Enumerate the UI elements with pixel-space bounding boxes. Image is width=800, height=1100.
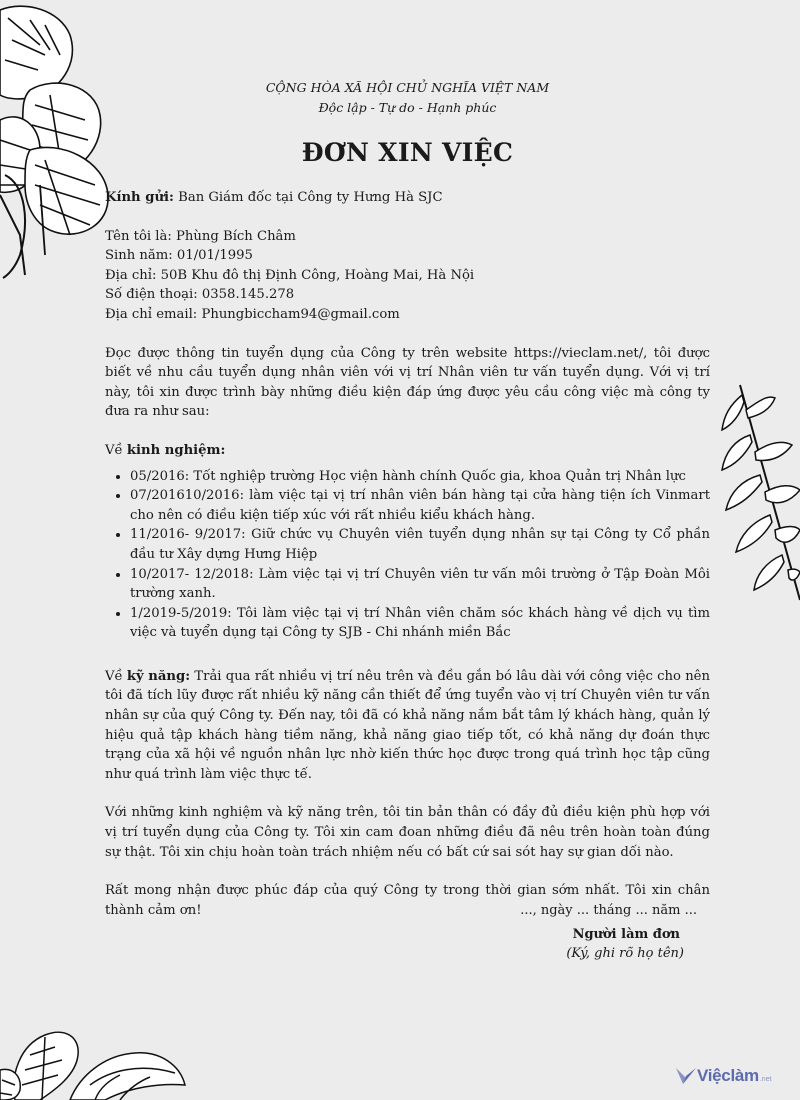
list-item: • 07/201610/2016: làm việc tại vị trí nhân viên bán hàng tại cửa hàng tiện ích Vinmart cho nên có điều kiện tiếp xúc với rất nhiều kiểu khách hàng. — [130, 486, 710, 525]
logo-text: Việclàm — [697, 1066, 759, 1085]
letter-content — [105, 78, 710, 920]
applicant-phone: Số điện thoại: 0358.145.278 — [105, 287, 295, 303]
vieclam-logo-icon — [675, 1066, 697, 1086]
experience-heading: Về kinh nghiệm: — [105, 442, 226, 458]
list-item: • 1/2019-5/2019: Tôi làm việc tại vị trí Nhân viên chăm sóc khách hàng về dịch vụ tìm việc và tuyển dụng tại Công ty SJB - Chi nhánh miền Bắc — [130, 604, 710, 643]
applicant-email: Địa chỉ email: Phungbiccham94@gmail.com — [105, 306, 400, 322]
signature-note: (Ký, ghi rõ họ tên) — [566, 946, 684, 961]
monstera-leaf-top-left — [0, 0, 115, 280]
fern-leaf-right — [720, 380, 800, 610]
list-item: • 05/2016: Tốt nghiệp trường Học viện hành chính Quốc gia, khoa Quản trị Nhân lực — [130, 467, 710, 487]
signature-signer: Người làm đơn — [572, 927, 680, 942]
signature-block — [105, 901, 710, 963]
list-item: • 11/2016- 9/2017: Giữ chức vụ Chuyên viên tuyển dụng nhân sự tại Công ty Cổ phần đầu tư Xây dựng Hưng Hiệp — [130, 525, 710, 564]
national-motto: Độc lập - Tự do - Hạnh phúc — [318, 100, 497, 115]
national-header: CỘNG HÒA XÃ HỘI CHỦ NGHĨA VIỆT NAM — [265, 80, 550, 95]
logo-suffix: .net — [759, 1076, 772, 1083]
intro-paragraph: Đọc được thông tin tuyển dụng của Công ty trên website https://vieclam.net/, tôi được biết về nhu cầu tuyển dụng nhân viên với vị trí Nhân viên tư vấn tuyển dụng. Với vị trí này, tôi xin được trình bày những điều kiện đáp ứng được yêu cầu công việc mà công ty đưa ra như sau: — [105, 345, 710, 420]
vieclam-logo — [675, 1064, 772, 1088]
tropical-leaves-bottom-left — [0, 1025, 190, 1100]
commitment-paragraph: Với những kinh nghiệm và kỹ năng trên, tôi tin bản thân có đầy đủ điều kiện phù hợp với vị trí tuyển dụng của Công ty. Tôi xin cam đoan những điều đã nêu trên hoàn toàn đúng sự thật. Tôi xin chịu hoàn toàn trách nhiệm nếu có bất cứ sai sót hay sự gian dối nào. — [105, 805, 710, 860]
recipient-line — [105, 188, 710, 208]
recipient-value: Ban Giám đốc tại Công ty Hưng Hà SJC — [178, 190, 443, 205]
closing-paragraph: Rất mong nhận được phúc đáp của quý Công ty trong thời gian sớm nhất. Tôi xin chân thành cảm ơn! — [105, 883, 710, 918]
applicant-name: Tên tôi là: Phùng Bích Châm — [105, 228, 296, 244]
applicant-address: Địa chỉ: 50B Khu đô thị Định Công, Hoàng Mai, Hà Nội — [105, 267, 475, 283]
experience-list — [105, 467, 710, 643]
recipient-label: Kính gửi: — [105, 190, 174, 205]
skills-paragraph: Về kỹ năng: Trải qua rất nhiều vị trí nêu trên và đều gắn bó lâu dài với công việc cho nên tôi đã tích lũy được rất nhiều kỹ năng cần thiết để ứng tuyển vào vị trí Chuyên viên tư vấn nhân sự của quý Công ty. Đến nay, tôi đã có khả năng nắm bắt tâm lý khách hàng, quản lý hiệu quả tập khách hàng tiềm năng, khả năng giao tiếp tốt, có khả năng dự đoán thực trạng của xã hội về nguồn nhân lực nhờ kiến thức học được trong quá trình học tập cũng như quá trình làm việc thực tế. — [105, 668, 710, 782]
list-item: • 10/2017- 12/2018: Làm việc tại vị trí Chuyên viên tư vấn môi trường ở Tập Đoàn Môi trường xanh. — [130, 565, 710, 604]
signature-date: ..., ngày ... tháng ... năm ... — [520, 903, 697, 918]
applicant-birth: Sinh năm: 01/01/1995 — [105, 248, 253, 264]
letter-title: ĐƠN XIN VIỆC — [301, 138, 514, 167]
